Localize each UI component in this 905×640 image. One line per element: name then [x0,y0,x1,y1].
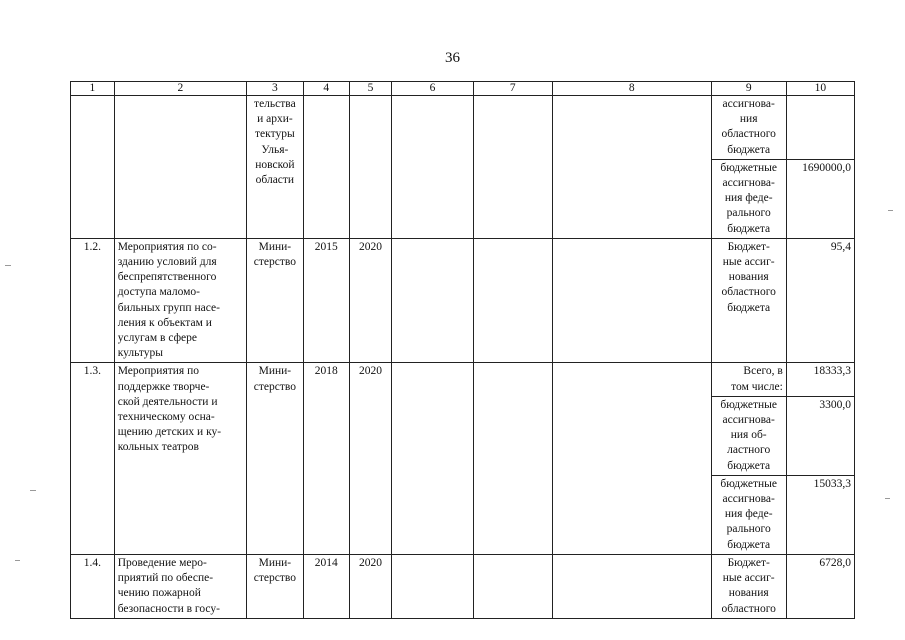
cell-end: 2020 [349,554,392,618]
cell-funding-source: Бюджет- ные ассиг- нования областного [711,554,786,618]
table-row [71,238,855,363]
cell-name [114,96,246,239]
cell-funding-value: 18333,3 [786,363,854,396]
cell-name: Мероприятия по поддержке творче- ской деятельности и техническому осна- щению детских и ку- кольных театров [114,363,246,554]
cell-num [71,96,115,239]
cell-funding-value: 1690000,0 [786,159,854,238]
column-header: 9 [711,82,786,96]
cell-funding-source: бюджетные ассигнова- ния феде- рального бюджета [711,159,786,238]
cell-funding-value: 95,4 [786,238,854,363]
column-header: 7 [473,82,552,96]
cell-col8 [552,554,711,618]
column-header: 3 [246,82,303,96]
column-header: 2 [114,82,246,96]
cell-col6 [392,238,473,363]
cell-start: 2014 [303,554,349,618]
column-header: 8 [552,82,711,96]
scan-speck [5,265,11,266]
scan-speck [888,210,893,211]
table-row [71,96,855,160]
program-table [70,81,855,619]
table-row [71,363,855,396]
cell-col7 [473,363,552,554]
cell-col7 [473,96,552,239]
cell-name: Мероприятия по со- зданию условий для беспрепятственного доступа маломо- бильных групп насе- ления к объектам и услугам в сфере культуры [114,238,246,363]
cell-funding-value: 6728,0 [786,554,854,618]
cell-num: 1.3. [71,363,115,554]
cell-num: 1.2. [71,238,115,363]
column-header: 6 [392,82,473,96]
table-row [71,554,855,618]
scan-speck [885,498,890,499]
cell-end: 2020 [349,363,392,554]
cell-col7 [473,554,552,618]
cell-funding-source: ассигнова- ния областного бюджета [711,96,786,160]
column-header: 5 [349,82,392,96]
cell-num: 1.4. [71,554,115,618]
cell-funding-value: 15033,3 [786,475,854,554]
cell-col6 [392,554,473,618]
cell-funding-source: бюджетные ассигнова- ния феде- рального бюджета [711,475,786,554]
cell-col7 [473,238,552,363]
column-header: 10 [786,82,854,96]
scan-speck [30,490,36,491]
cell-col8 [552,363,711,554]
column-header: 1 [71,82,115,96]
cell-start: 2018 [303,363,349,554]
cell-end: 2020 [349,238,392,363]
column-header: 4 [303,82,349,96]
header-row [71,82,855,96]
cell-executor: Мини- стерство [246,238,303,363]
cell-executor: тельства и архи- тектуры Улья- новской области [246,96,303,239]
cell-funding-value [786,96,854,160]
cell-executor: Мини- стерство [246,363,303,554]
cell-col8 [552,96,711,239]
cell-funding-value: 3300,0 [786,396,854,475]
cell-funding-source: Всего, в том числе: [711,363,786,396]
cell-executor: Мини- стерство [246,554,303,618]
page-number: 36 [445,50,460,66]
cell-start [303,96,349,239]
cell-start: 2015 [303,238,349,363]
cell-col6 [392,363,473,554]
cell-end [349,96,392,239]
cell-name: Проведение меро- приятий по обеспе- чению пожарной безопасности в госу- [114,554,246,618]
cell-funding-source: Бюджет- ные ассиг- нования областного бюджета [711,238,786,363]
cell-funding-source: бюджетные ассигнова- ния об- ластного бюджета [711,396,786,475]
cell-col8 [552,238,711,363]
scan-speck [15,560,20,561]
cell-col6 [392,96,473,239]
